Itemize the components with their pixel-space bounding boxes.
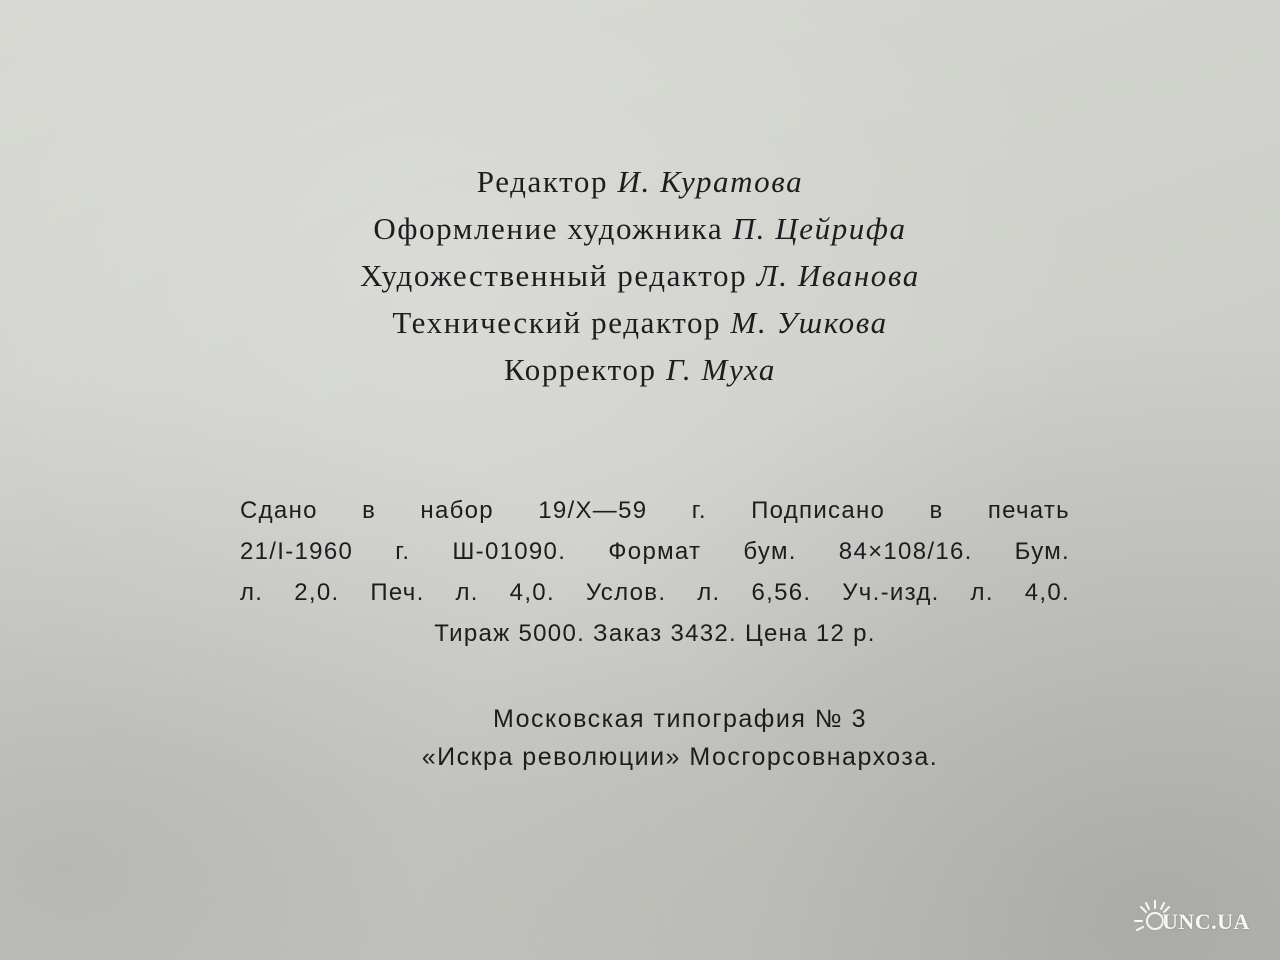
imprint-line: Тираж 5000. Заказ 3432. Цена 12 р. [434,620,876,647]
imprint-line: 21/I-1960 г. Ш-01090. Формат бум. 84×108/16. Бум. [240,538,1070,565]
printer-line: Московская типография № 3 [493,705,867,733]
imprint-line: л. 2,0. Печ. л. 4,0. Услов. л. 6,56. Уч.-изд. л. 4,0. [240,579,1070,606]
watermark [1132,894,1272,952]
printer-block [300,700,1060,776]
credit-role: Редактор [476,164,609,199]
imprint-line: Сдано в набор 19/X—59 г. Подписано в печать [240,497,1070,524]
credit-name: М. Ушкова [730,305,888,340]
credit-line-art-editor [230,252,1050,299]
imprint-block [240,490,1070,654]
credit-role: Технический редактор [392,305,722,340]
credit-role: Художественный редактор [360,258,748,293]
credit-line-proofreader [230,346,1050,393]
credit-name: Г. Муха [665,352,776,387]
credit-name: Л. Иванова [756,258,920,293]
watermark-text: UNC.UA [1162,909,1250,934]
credit-role: Оформление художника [373,211,724,246]
credit-role: Корректор [504,352,657,387]
credit-name: П. Цейрифа [732,211,907,246]
printer-line: «Искра революции» Мосгорсовнархоза. [421,743,939,771]
credits-block [230,158,1050,393]
credit-line-design [230,205,1050,252]
credit-line-tech-editor [230,299,1050,346]
credit-name: И. Куратова [617,164,804,199]
credit-line-editor [230,158,1050,205]
